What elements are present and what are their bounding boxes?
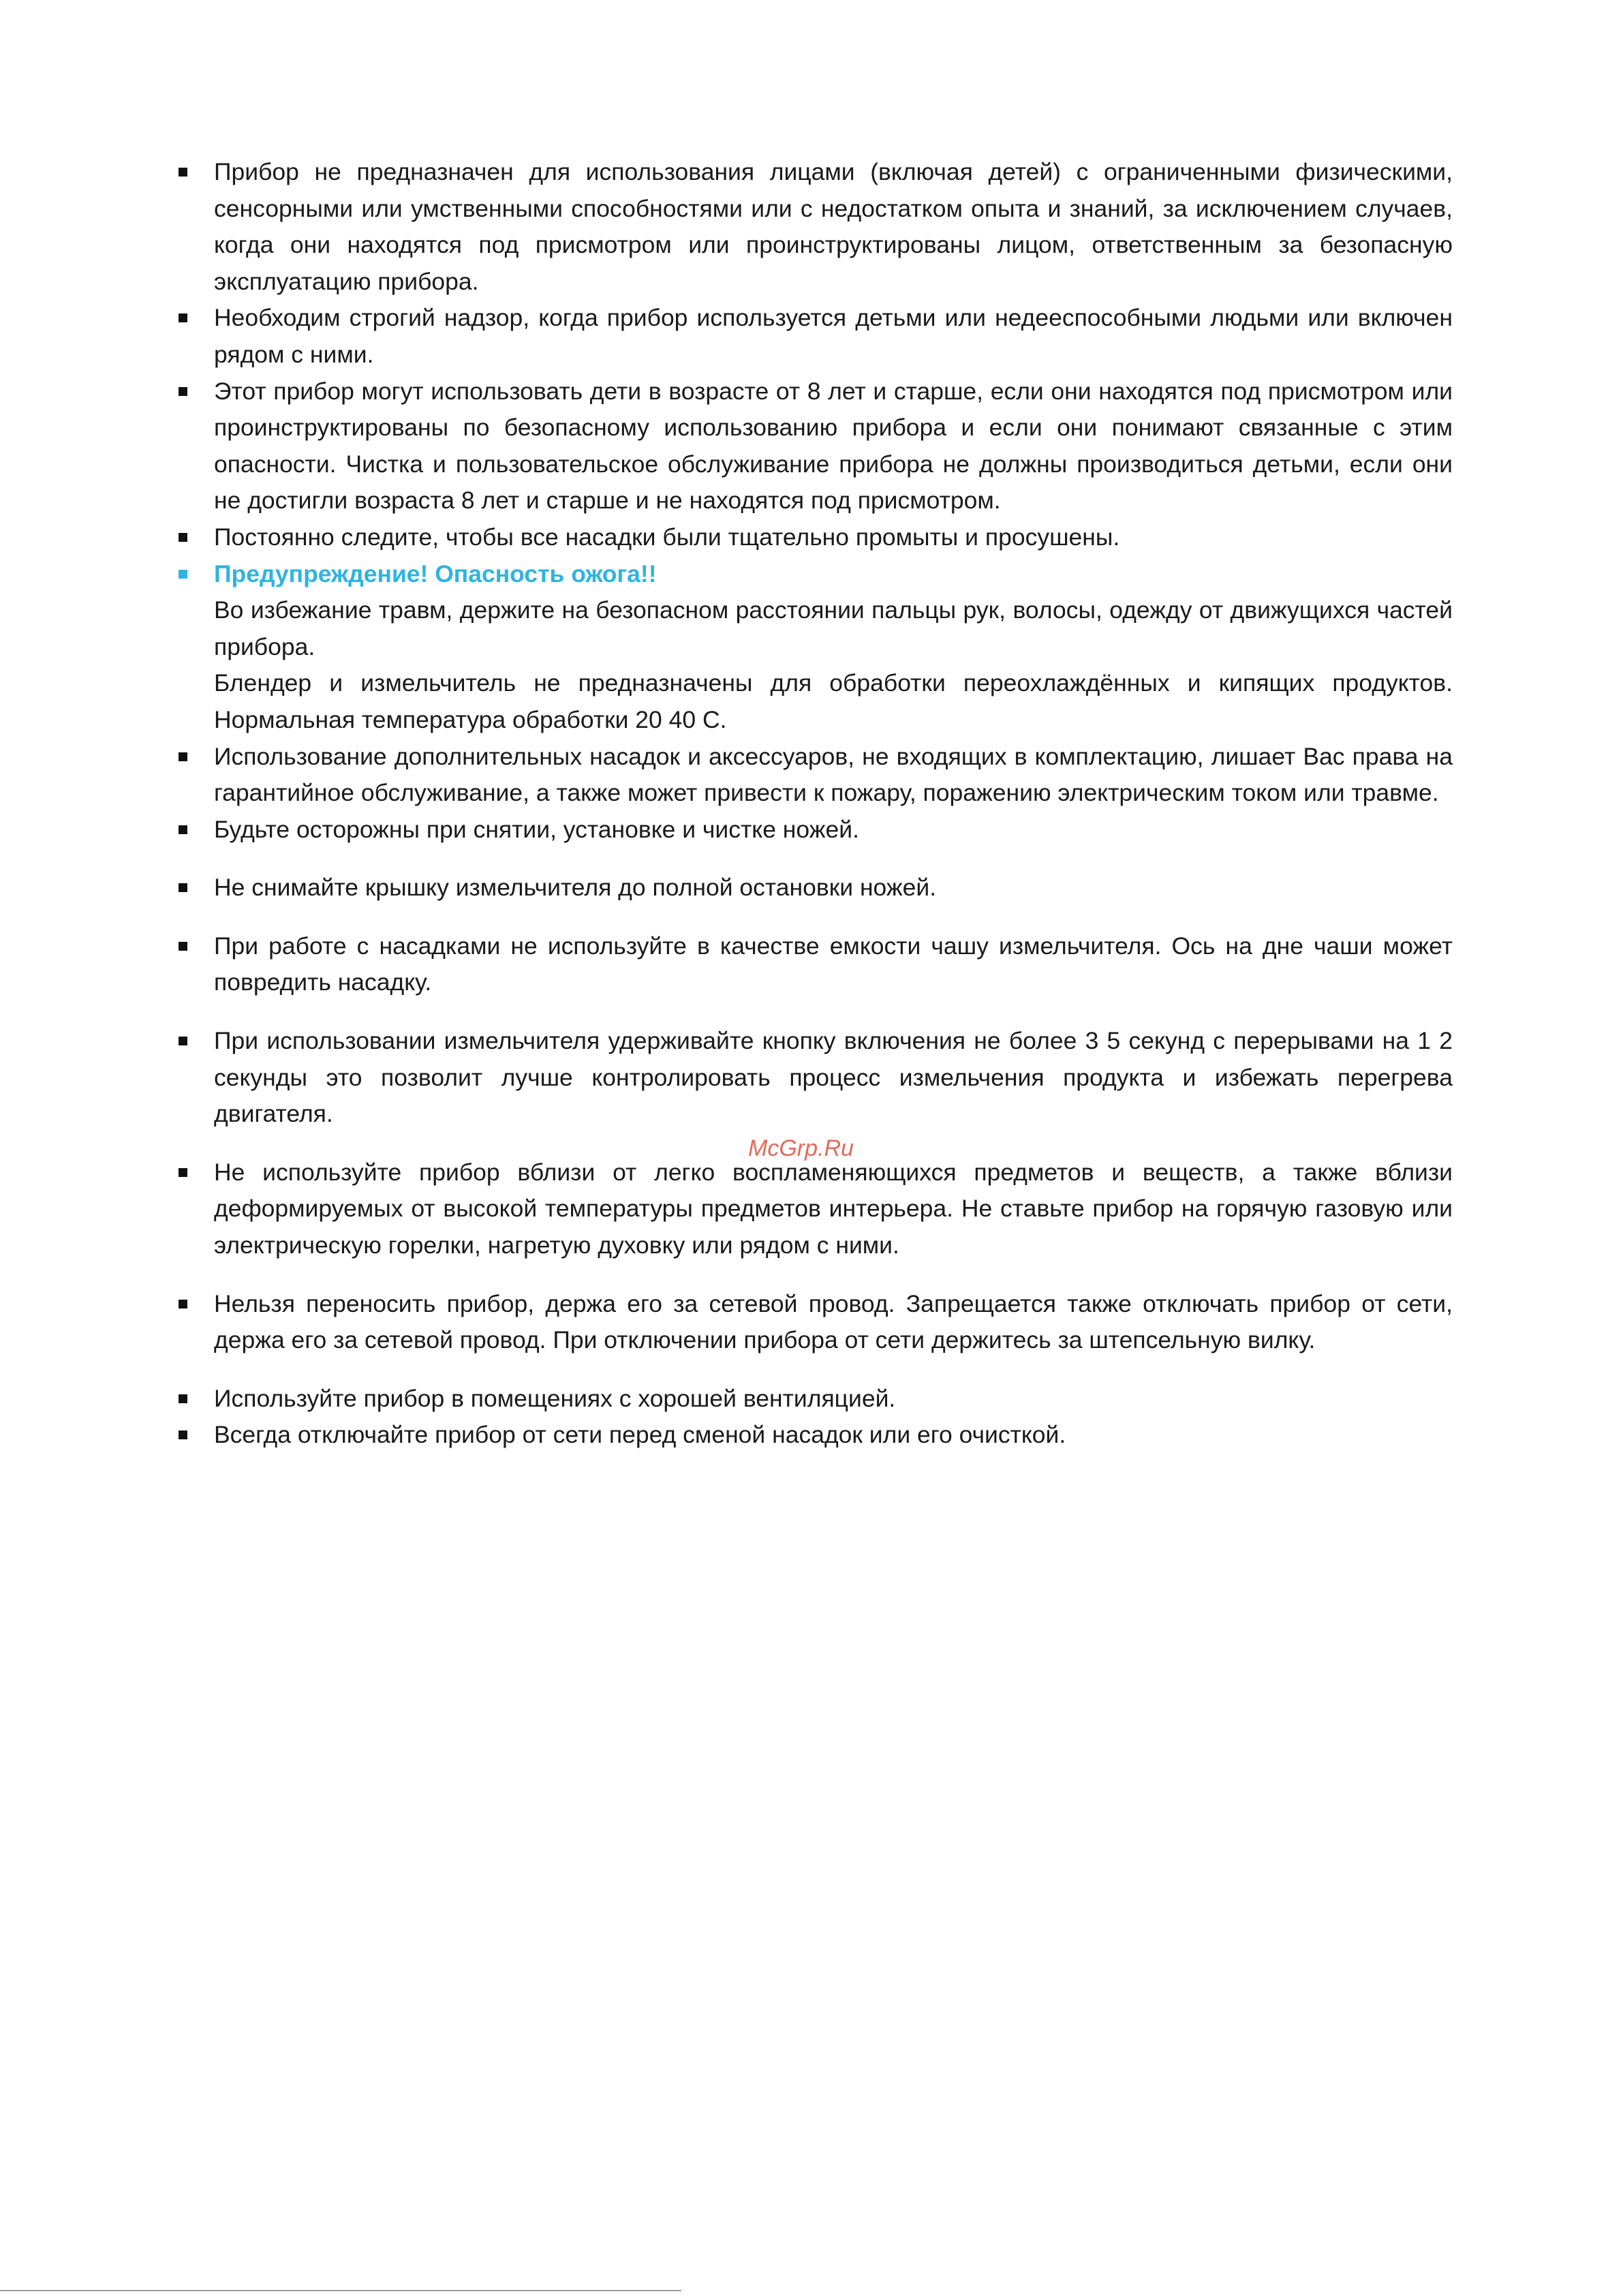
square-bullet-icon	[179, 313, 187, 322]
list-item	[179, 1417, 1453, 1454]
list-item-text: Всегда отключайте прибор от сети перед сменой насадок или его очисткой.	[214, 1421, 1066, 1449]
list-item-text: Не снимайте крышку измельчителя до полной остановки ножей.	[214, 874, 937, 902]
square-bullet-icon	[179, 752, 187, 761]
watermark: McGrp.Ru	[748, 1135, 854, 1161]
list-item	[179, 1286, 1453, 1359]
square-bullet-icon	[179, 1394, 187, 1403]
square-bullet-icon	[179, 387, 187, 396]
list-item-text: Необходим строгий надзор, когда прибор используется детьми или недееспособными людьми или включен рядом с ними.	[214, 304, 1453, 368]
list-item-text: Постоянно следите, чтобы все насадки были тщательно промыты и просушены.	[214, 523, 1120, 551]
list-item-text: Прибор не предназначен для использования лицами (включая детей) с ограниченными физическими, сенсорными или умственными способностями или с недостатком опыта и знаний, за исключением случаев, когда они находятся под присмотром или проинструктированы лицом, ответственным за безопасную эксплуатацию прибора.	[214, 158, 1453, 295]
warning-title: Предупреждение! Опасность ожога!!	[214, 560, 657, 587]
list-item	[179, 1023, 1453, 1133]
list-item	[179, 300, 1453, 373]
list-item-text: Используйте прибор в помещениях с хорошей вентиляцией.	[214, 1384, 896, 1412]
list-item-text: При работе с насадками не используйте в качестве емкости чашу измельчителя. Ось на дне чаши может повредить насадку.	[214, 932, 1453, 996]
square-bullet-icon	[179, 570, 187, 579]
square-bullet-icon	[179, 1037, 187, 1045]
safety-instructions-list	[179, 154, 1453, 1454]
list-item	[179, 812, 1453, 848]
square-bullet-icon	[179, 942, 187, 951]
list-item-text: Не используйте прибор вблизи от легко воспламеняющихся предметов и веществ, а также вблизи деформируемых от высокой температуры предметов интерьера. Не ставьте прибор на горячую газовую или электрическую горелки, нагретую духовку или рядом с ними.	[214, 1158, 1453, 1259]
list-item-text: Нельзя переносить прибор, держа его за сетевой провод. Запрещается также отключать прибор от сети, держа его за сетевой провод. При отключении прибора от сети держитесь за штепсельную вилку.	[214, 1289, 1453, 1354]
list-item	[179, 928, 1453, 1001]
square-bullet-icon	[179, 825, 187, 834]
list-item	[179, 1154, 1453, 1264]
list-item	[179, 1381, 1453, 1418]
square-bullet-icon	[179, 168, 187, 177]
warning-paragraph: Во избежание травм, держите на безопасном расстоянии пальцы рук, волосы, одежду от движущихся частей прибора.	[214, 596, 1453, 660]
list-item	[179, 870, 1453, 906]
list-item	[179, 373, 1453, 519]
list-item	[179, 519, 1453, 556]
list-item-text: При использовании измельчителя удерживайте кнопку включения не более 3 5 секунд с перерывами на 1 2 секунды это позволит лучше контролировать процесс измельчения продукта и избежать перегрева двигателя.	[214, 1027, 1453, 1128]
list-item	[179, 154, 1453, 300]
square-bullet-icon	[179, 1168, 187, 1177]
list-item-text: Использование дополнительных насадок и аксессуаров, не входящих в комплектацию, лишает Вас права на гарантийное обслуживание, а также может привести к пожару, поражению электрическим током или травме.	[214, 742, 1453, 807]
square-bullet-icon	[179, 1430, 187, 1439]
square-bullet-icon	[179, 1300, 187, 1308]
footer-divider	[0, 2290, 681, 2291]
square-bullet-icon	[179, 883, 187, 892]
list-item-text: Этот прибор могут использовать дети в возрасте от 8 лет и старше, если они находятся под присмотром или проинструктированы по безопасному использованию прибора и если они понимают связанные с этим опасности. Чистка и пользовательское обслуживание прибора не должны производиться детьми, если они не достигли возраста 8 лет и старше и не находятся под присмотром.	[214, 377, 1453, 515]
warning-item	[179, 556, 1453, 739]
list-item-text: Будьте осторожны при снятии, установке и чистке ножей.	[214, 815, 859, 843]
warning-paragraph: Блендер и измельчитель не предназначены для обработки переохлаждённых и кипящих продуктов. Нормальная температура обработки 20 40 С.	[214, 669, 1453, 733]
list-item	[179, 739, 1453, 812]
square-bullet-icon	[179, 533, 187, 542]
